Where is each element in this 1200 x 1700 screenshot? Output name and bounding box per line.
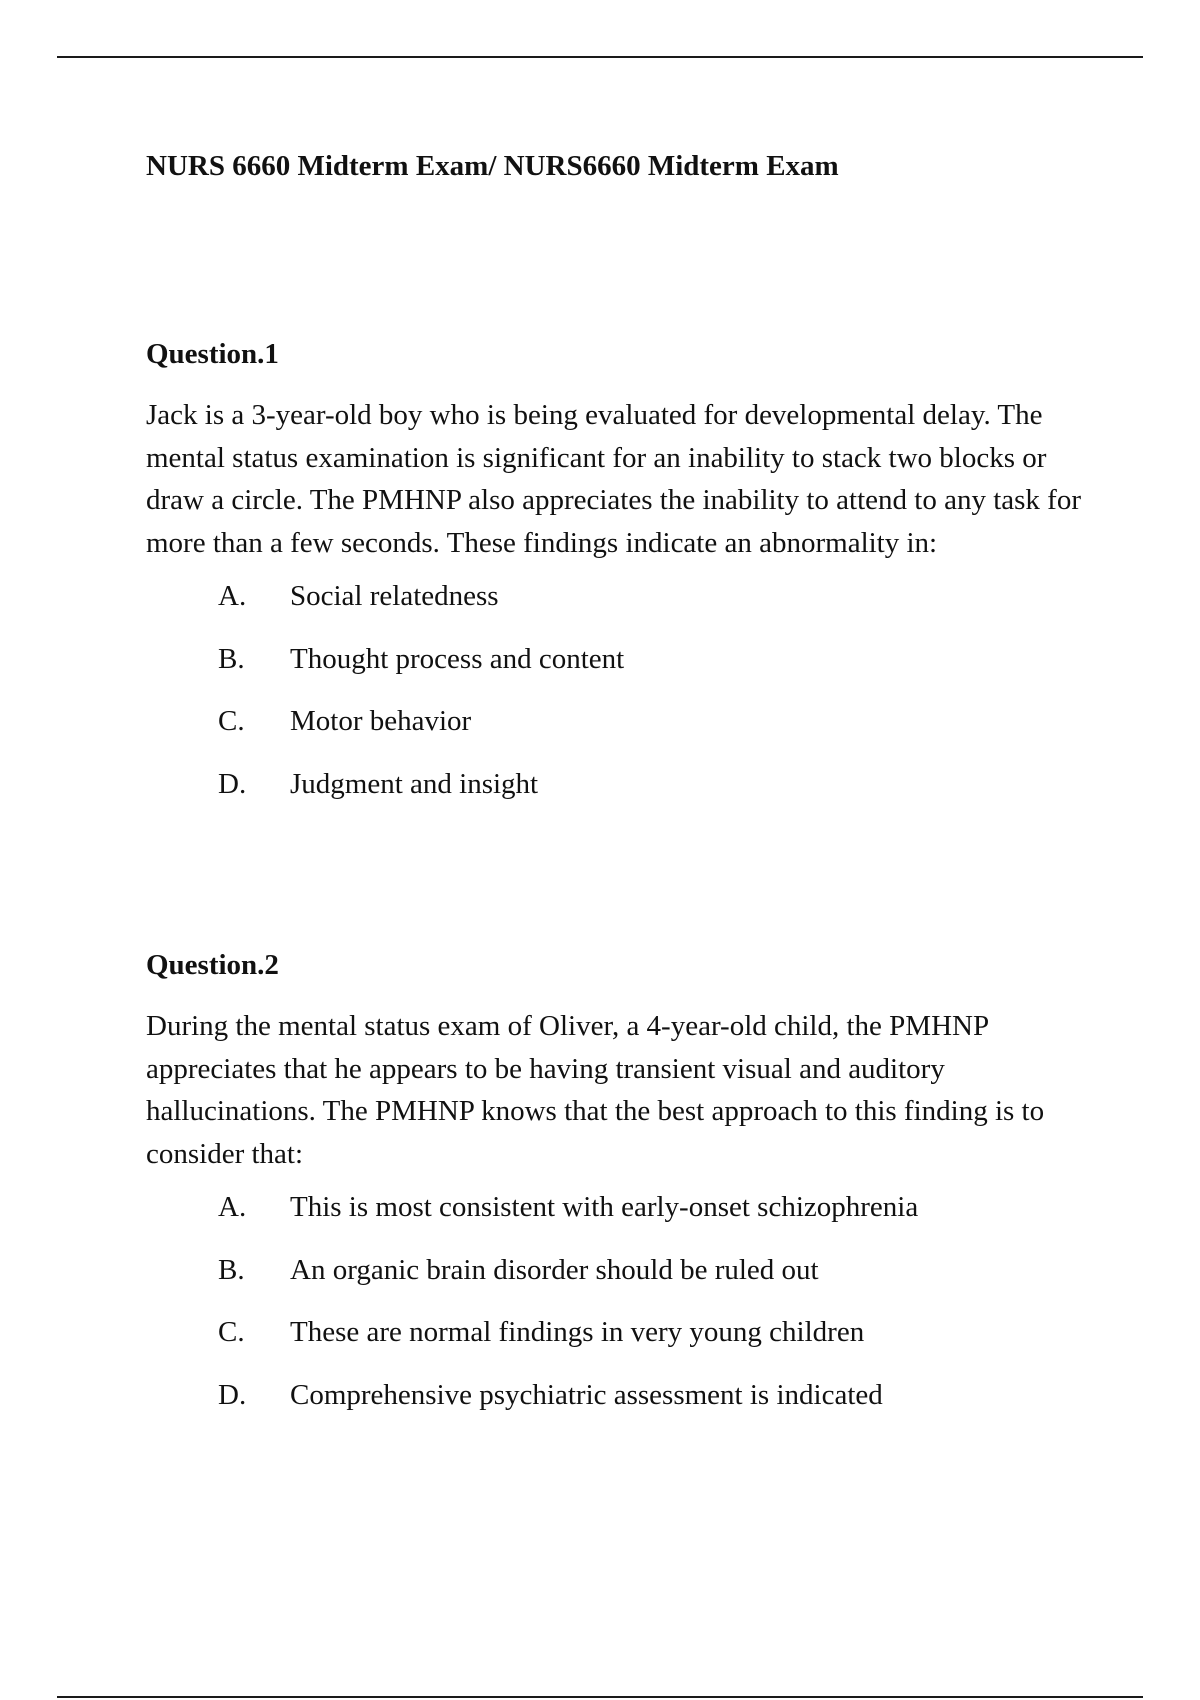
question-heading: Question.2 [146,949,279,981]
answer-option-a [146,1187,1096,1250]
option-text: This is most consistent with early-onset schizophrenia [290,1191,919,1223]
answer-option-d [146,764,1096,827]
option-letter: B. [218,1253,245,1286]
bottom-divider [57,1696,1143,1698]
question-text: During the mental status exam of Oliver, a 4-year-old child, the PMHNP appreciates that he appears to be having transient visual and auditory hallucinations. The PMHNP knows that the best approach to this finding is to consider that: [146,1010,1045,1170]
option-text: Social relatedness [290,580,499,612]
document-title: NURS 6660 Midterm Exam/ NURS6660 Midterm Exam [146,150,839,182]
option-letter: B. [218,642,245,675]
answer-option-a [146,576,1096,639]
question-text: Jack is a 3-year-old boy who is being evaluated for developmental delay. The mental status examination is significant for an inability to stack two blocks or draw a circle. The PMHNP also appreciates the inability to attend to any task for more than a few seconds. These findings indicate an abnormality in: [146,399,1081,559]
answer-options [146,576,1096,826]
answer-options [146,1187,1096,1437]
option-letter: A. [218,1191,247,1223]
option-letter: C. [218,705,245,737]
question-heading: Question.1 [146,338,279,370]
option-text: These are normal findings in very young children [290,1316,865,1348]
option-text: Motor behavior [290,705,472,737]
option-text: Thought process and content [290,642,625,675]
top-divider [57,56,1143,58]
option-letter: A. [218,580,247,612]
question-2 [146,945,1096,1437]
option-letter: D. [218,1378,247,1411]
option-text: An organic brain disorder should be ruled out [290,1253,819,1286]
option-letter: D. [218,767,247,800]
answer-option-b [146,1250,1096,1313]
option-text: Comprehensive psychiatric assessment is indicated [290,1378,883,1411]
answer-option-c [146,701,1096,764]
question-1 [146,334,1096,826]
option-letter: C. [218,1316,245,1348]
answer-option-b [146,639,1096,702]
answer-option-c [146,1312,1096,1375]
answer-option-d [146,1375,1096,1438]
option-text: Judgment and insight [290,767,539,800]
